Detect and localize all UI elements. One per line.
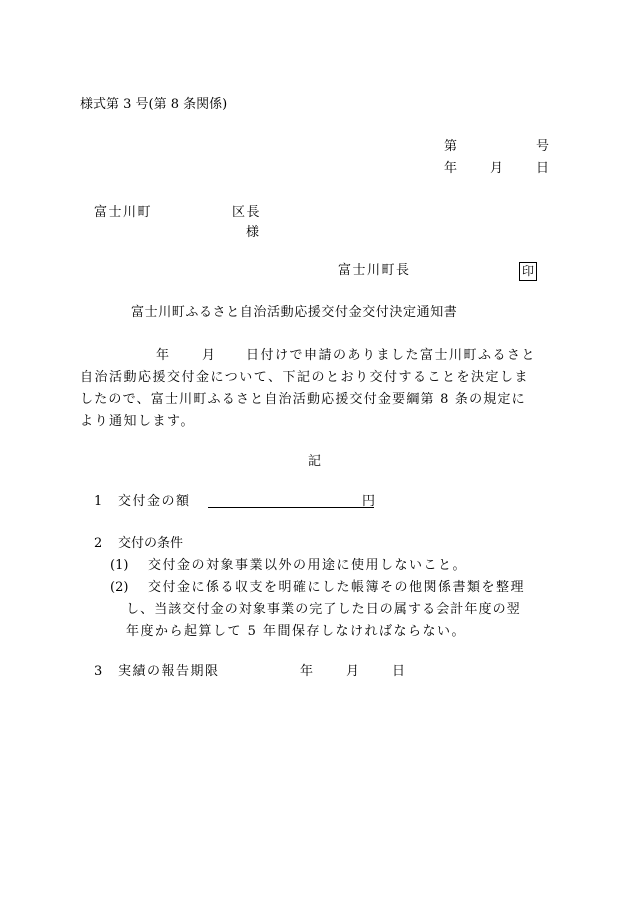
cond2-line2: し、当該交付金の対象事業の完了した日の属する会計年度の翌	[126, 602, 521, 617]
item3-number: 3	[94, 664, 103, 679]
body-line4: より通知します。	[80, 414, 195, 429]
amount-blank-line	[208, 507, 374, 508]
cond1-number: (1)	[110, 558, 129, 573]
item3-day: 日	[392, 664, 406, 679]
cond2-line1: 交付金に係る収支を明確にした帳簿その他関係書類を整理	[148, 580, 526, 595]
cond2-number: (2)	[110, 580, 129, 595]
doc-number-prefix: 第	[444, 139, 458, 154]
item1-number: 1	[94, 494, 103, 509]
item3-year: 年	[300, 664, 314, 679]
doc-number-suffix: 号	[536, 139, 550, 154]
form-label: 様式第 3 号(第 8 条関係)	[80, 97, 228, 112]
sender-title: 富士川町長	[338, 263, 411, 278]
ki-heading: 記	[308, 454, 322, 469]
item3-month: 月	[346, 664, 360, 679]
seal-mark: 印	[519, 262, 537, 281]
date-day: 日	[536, 161, 550, 176]
item1-label: 交付金の額	[118, 494, 191, 509]
item2-number: 2	[94, 536, 103, 551]
body-line2: 自治活動応援交付金について、下記のとおり交付することを決定しま	[80, 370, 529, 385]
body-line1: 日付けで申請のありました富士川町ふるさと	[246, 348, 537, 363]
item1-unit: 円	[362, 494, 376, 509]
body-year: 年	[156, 348, 170, 363]
body-line3: したので、富士川町ふるさと自治活動応援交付金要綱第 8 条の規定に	[80, 392, 526, 407]
item2-label: 交付の条件	[118, 536, 184, 551]
body-month: 月	[202, 348, 216, 363]
date-month: 月	[490, 161, 504, 176]
cond1-text: 交付金の対象事業以外の用途に使用しないこと。	[148, 558, 468, 573]
recipient-district: 区長	[232, 205, 262, 220]
cond2-line3: 年度から起算して 5 年間保存しなければならない。	[126, 624, 467, 639]
recipient-town: 富士川町	[94, 205, 153, 220]
date-year: 年	[444, 161, 458, 176]
document-title: 富士川町ふるさと自治活動応援交付金交付決定通知書	[131, 305, 458, 320]
recipient-honorific: 様	[246, 225, 260, 240]
item3-label: 実績の報告期限	[118, 664, 220, 679]
